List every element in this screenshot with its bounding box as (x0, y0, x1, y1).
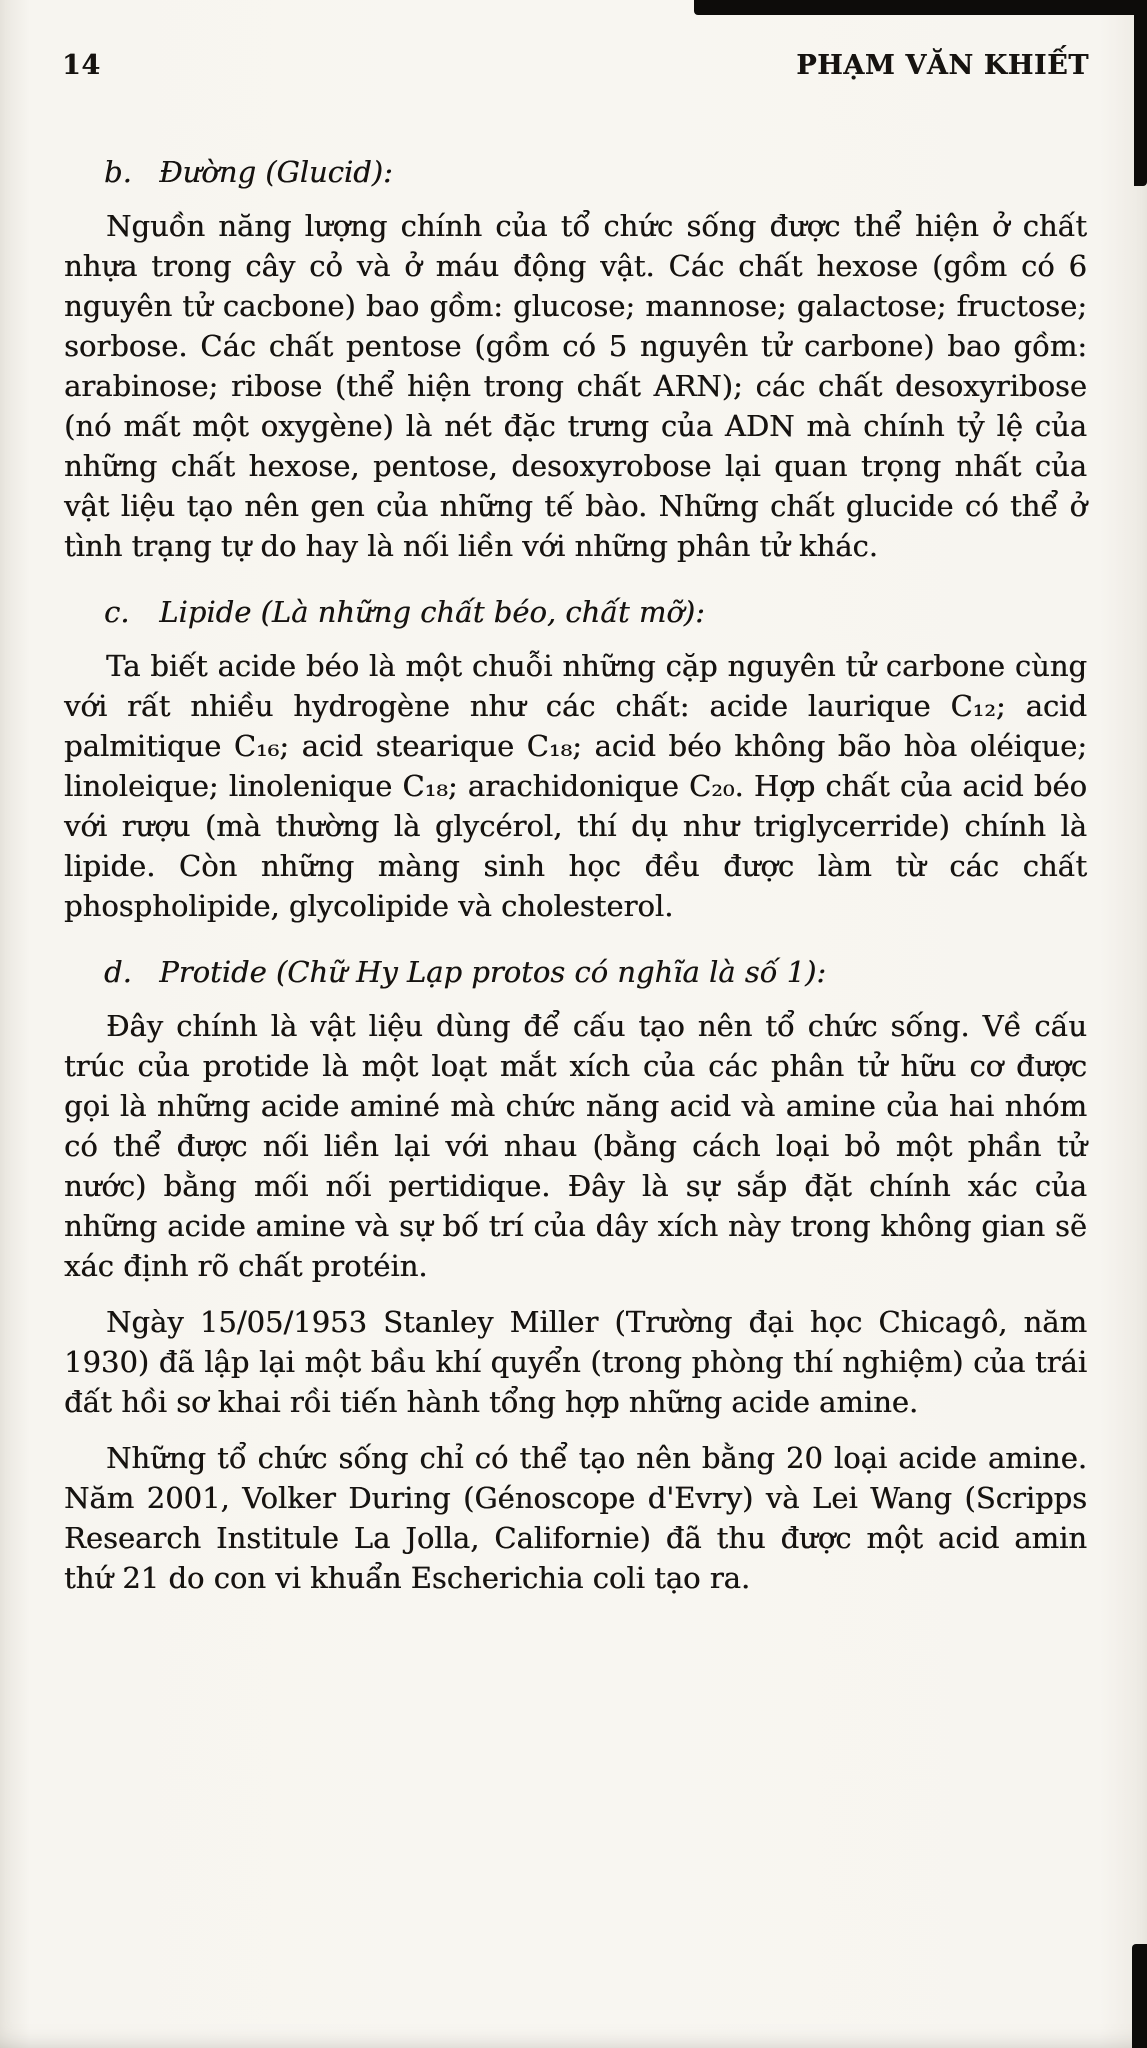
page-content (64, 126, 1087, 1614)
section-label-d: d. (104, 955, 132, 989)
section-heading-glucid (64, 152, 1087, 192)
paragraph-acide-amine: Những tổ chức sống chỉ có thể tạo nên bằng 20 loại acide amine. Năm 2001, Volker During (Génoscope d'Evry) và Lei Wang (Scripps Research Institule La Jolla, Californie) đã thu được một acid amin thứ 21 do con vi khuẩn Escherichia coli tạo ra. (64, 1441, 1087, 1595)
paragraph-stanley-miller: Ngày 15/05/1953 Stanley Miller (Trường đại học Chicagô, năm 1930) đã lập lại một bầu khí quyển (trong phòng thí nghiệm) của trái đất hồi sơ khai rồi tiến hành tổng hợp những acide amine. (64, 1305, 1087, 1419)
page-number: 14 (62, 50, 101, 81)
section-title-lipide: Lipide (Là những chất béo, chất mỡ): (159, 595, 705, 629)
paragraph-protide: Đây chính là vật liệu dùng để cấu tạo nên tổ chức sống. Về cấu trúc của protide là một loạt mắt xích của các phân tử hữu cơ được gọi là những acide aminé mà chức năng acid và amine của hai nhóm có thể được nối liền lại với nhau (bằng cách loại bỏ một phần tử nước) bằng mối nối pertidique. Đây là sự sắp đặt chính xác của những acide amine và sự bố trí của dây xích này trong không gian sẽ xác định rõ chất protéin. (64, 1009, 1087, 1283)
paragraph-glucid: Nguồn năng lượng chính của tổ chức sống được thể hiện ở chất nhựa trong cây cỏ và ở máu động vật. Các chất hexose (gồm có 6 nguyên tử cacbone) bao gồm: glucose; mannose; galactose; fructose; sorbose. Các chất pentose (gồm có 5 nguyên tử carbone) bao gồm: arabinose; ribose (thể hiện trong chất ARN); các chất desoxyribose (nó mất một oxygène) là nét đặc trưng của ADN mà chính tỷ lệ của những chất hexose, pentose, desoxyrobose lại quan trọng nhất của vật liệu tạo nên gen của những tế bào. Những chất glucide có thể ở tình trạng tự do hay là nối liền với những phân tử khác. (64, 209, 1087, 563)
section-heading-lipide (64, 592, 1087, 632)
section-title-protide: Protide (Chữ Hy Lạp protos có nghĩa là số 1): (159, 955, 827, 989)
paragraph-lipide: Ta biết acide béo là một chuỗi những cặp nguyên tử carbone cùng với rất nhiều hydrogène như các chất: acide laurique C₁₂; acid palmitique C₁₆; acid stearique C₁₈; acid béo không bão hòa oléique; linoleique; linolenique C₁₈; arachidonique C₂₀. Hợp chất của acid béo với rượu (mà thường là glycérol, thí dụ như triglycerride) chính là lipide. Còn những màng sinh học đều được làm từ các chất phospholipide, glycolipide và cholesterol. (64, 649, 1087, 923)
section-heading-protide (64, 952, 1087, 992)
running-header (62, 50, 1089, 81)
section-label-b: b. (104, 155, 132, 189)
scan-artifact-right-edge-bottom (1132, 1944, 1147, 2048)
scan-artifact-top-bar (694, 0, 1147, 15)
section-title-glucid: Đường (Glucid): (159, 155, 393, 189)
running-header-author: PHẠM VĂN KHIẾT (796, 50, 1089, 81)
section-label-c: c. (104, 595, 130, 629)
scan-artifact-right-edge-top (1134, 0, 1147, 186)
